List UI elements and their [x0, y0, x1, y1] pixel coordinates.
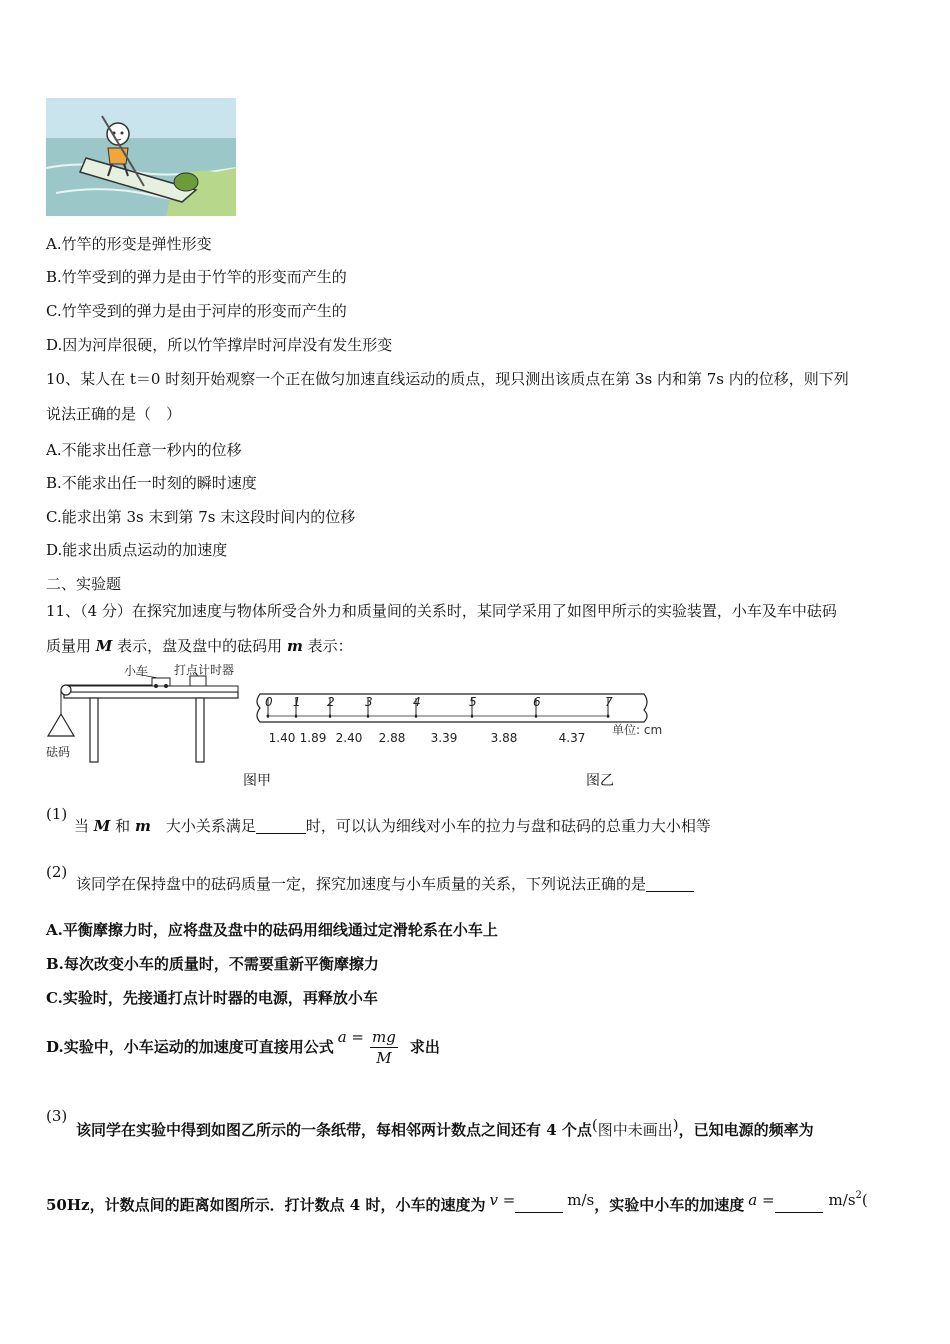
formula-denominator: M	[376, 1048, 392, 1067]
tape-dot	[535, 715, 538, 718]
symbol-m: m	[134, 817, 151, 835]
q11-stem-text: 表示，盘及盘中的砝码用	[112, 637, 287, 655]
timer-label: 打点计时器	[174, 664, 235, 677]
paren-open: (	[591, 1116, 598, 1134]
cart-label: 小车	[124, 664, 149, 678]
sub1-text	[74, 816, 711, 836]
sub3-part: ，已知电源的频率为	[678, 1121, 814, 1139]
acceleration-blank[interactable]	[775, 1196, 823, 1213]
acceleration-symbol: a =	[748, 1191, 775, 1209]
sub2-option-a: A.平衡摩擦力时，应将盘及盘中的砝码用细线通过定滑轮系在小车上	[46, 921, 498, 939]
sub3-number: (3)	[46, 1107, 68, 1125]
symbol-M: M	[95, 637, 113, 655]
sub1-part: 时，可以认为细线对小车的拉力与盘和砝码的总重力大小相等	[305, 817, 711, 835]
tape-distance-label: 2.88	[378, 731, 406, 745]
tape-point-label: 5	[469, 695, 477, 709]
tape-dot	[607, 715, 610, 718]
tape-point-label: 3	[365, 695, 373, 709]
answer-blank[interactable]	[256, 817, 306, 834]
velocity-blank[interactable]	[515, 1196, 563, 1213]
sub3-part: 该同学在实验中得到如图乙所示的一条纸带，每相邻两计数点之间还有 4 个点	[76, 1121, 592, 1139]
tape-point-label: 7	[605, 695, 613, 709]
figure-apparatus	[44, 664, 240, 768]
sub3-line2	[46, 1192, 868, 1215]
velocity-symbol: v =	[489, 1191, 516, 1209]
figure-a-caption: 图甲	[243, 773, 271, 789]
tape-distance-label: 4.37	[558, 731, 586, 745]
q9-option-b: B.竹竿受到的弹力是由于竹竿的形变而产生的	[46, 268, 347, 286]
sub3-part: 50Hz，计数点间的距离如图所示．打计数点 4 时，小车的速度为	[46, 1196, 486, 1214]
acceleration-unit: m/s	[828, 1191, 856, 1209]
tape-point-label: 0	[265, 695, 273, 709]
tape-point-label: 6	[533, 695, 541, 709]
tape-dot	[471, 715, 474, 718]
sub1-part: 大小关系满足	[150, 817, 256, 835]
figure-paper-tape	[252, 686, 672, 748]
unit-label: 单位: cm	[612, 723, 663, 737]
q10-option-a: A.不能求出任意一秒内的位移	[46, 441, 242, 459]
formula-lhs: a =	[337, 1028, 364, 1046]
acceleration-exponent: 2	[855, 1190, 862, 1201]
paren-close: )	[672, 1116, 679, 1134]
sub2-question: 该同学在保持盘中的砝码质量一定，探究加速度与小车质量的关系，下列说法正确的是	[76, 875, 647, 893]
answer-blank[interactable]	[646, 875, 694, 892]
q10-stem-line2: 说法正确的是（ ）	[46, 405, 182, 423]
q11-stem-text: 表示：	[302, 637, 353, 655]
tape-dot	[415, 715, 418, 718]
tape-dot	[267, 715, 270, 718]
tape-dot	[295, 715, 298, 718]
sub2-option-b: B.每次改变小车的质量时，不需要重新平衡摩擦力	[46, 955, 379, 973]
q11-stem-text: 质量用	[46, 637, 96, 655]
trailing-paren: (	[861, 1191, 868, 1209]
option-d-text: D.实验中，小车运动的加速度可直接用公式	[46, 1038, 334, 1056]
symbol-m: m	[286, 637, 303, 655]
tape-point-label: 2	[327, 695, 335, 709]
sub2-option-d	[46, 1024, 440, 1070]
tape-distance-label: 3.39	[430, 731, 458, 745]
q10-option-d: D.能求出质点运动的加速度	[46, 541, 228, 559]
q11-stem-line2	[46, 636, 353, 656]
sub3-part: ，实验中小车的加速度	[594, 1196, 745, 1214]
tape-point-label: 4	[413, 695, 421, 709]
formula-numerator: mg	[371, 1027, 396, 1046]
sub1-part: 和	[110, 817, 135, 835]
q9-option-c: C.竹竿受到的弹力是由于河岸的形变而产生的	[46, 302, 347, 320]
boat-illustration	[46, 98, 236, 216]
tape-distance-label: 1.89	[299, 731, 327, 745]
sub1-number: (1)	[46, 805, 68, 823]
tape-distance-label: 2.40	[335, 731, 363, 745]
tape-dot	[329, 715, 332, 718]
tape-distance-label: 3.88	[490, 731, 518, 745]
sub3-paren-text: 图中未画出	[597, 1121, 673, 1139]
formula-fraction	[370, 1027, 398, 1068]
option-d-tail: 求出	[409, 1038, 440, 1056]
q10-stem-line1: 10、某人在 t＝0 时刻开始观察一个正在做匀加速直线运动的质点，现只测出该质点在第 3s 内和第 7s 内的位移，则下列	[46, 370, 849, 388]
q11-stem-line1: 11、（4 分）在探究加速度与物体所受合外力和质量间的关系时，某同学采用了如图甲所示的实验装置，小车及车中砝码	[46, 602, 837, 620]
q10-option-b: B.不能求出任一时刻的瞬时速度	[46, 474, 257, 492]
sub2-option-c: C.实验时，先接通打点计时器的电源，再释放小车	[46, 989, 378, 1007]
sub1-part: 当	[74, 817, 94, 835]
tape-point-label: 1	[293, 695, 301, 709]
section-title: 二、实验题	[46, 575, 122, 593]
tape-distance-label: 1.40	[268, 731, 296, 745]
symbol-M: M	[93, 817, 111, 835]
sub2-number: (2)	[46, 863, 68, 881]
velocity-unit: m/s	[567, 1191, 595, 1209]
q10-option-c: C.能求出第 3s 末到第 7s 末这段时间内的位移	[46, 508, 356, 526]
sub2-text	[76, 874, 694, 894]
q9-option-a: A.竹竿的形变是弹性形变	[46, 235, 212, 253]
q9-option-d: D.因为河岸很硬，所以竹竿撑岸时河岸没有发生形变	[46, 336, 393, 354]
tape-dot	[367, 715, 370, 718]
weights-label: 砝码	[46, 745, 71, 759]
sub3-line1	[76, 1116, 814, 1140]
figure-b-caption: 图乙	[586, 773, 614, 789]
